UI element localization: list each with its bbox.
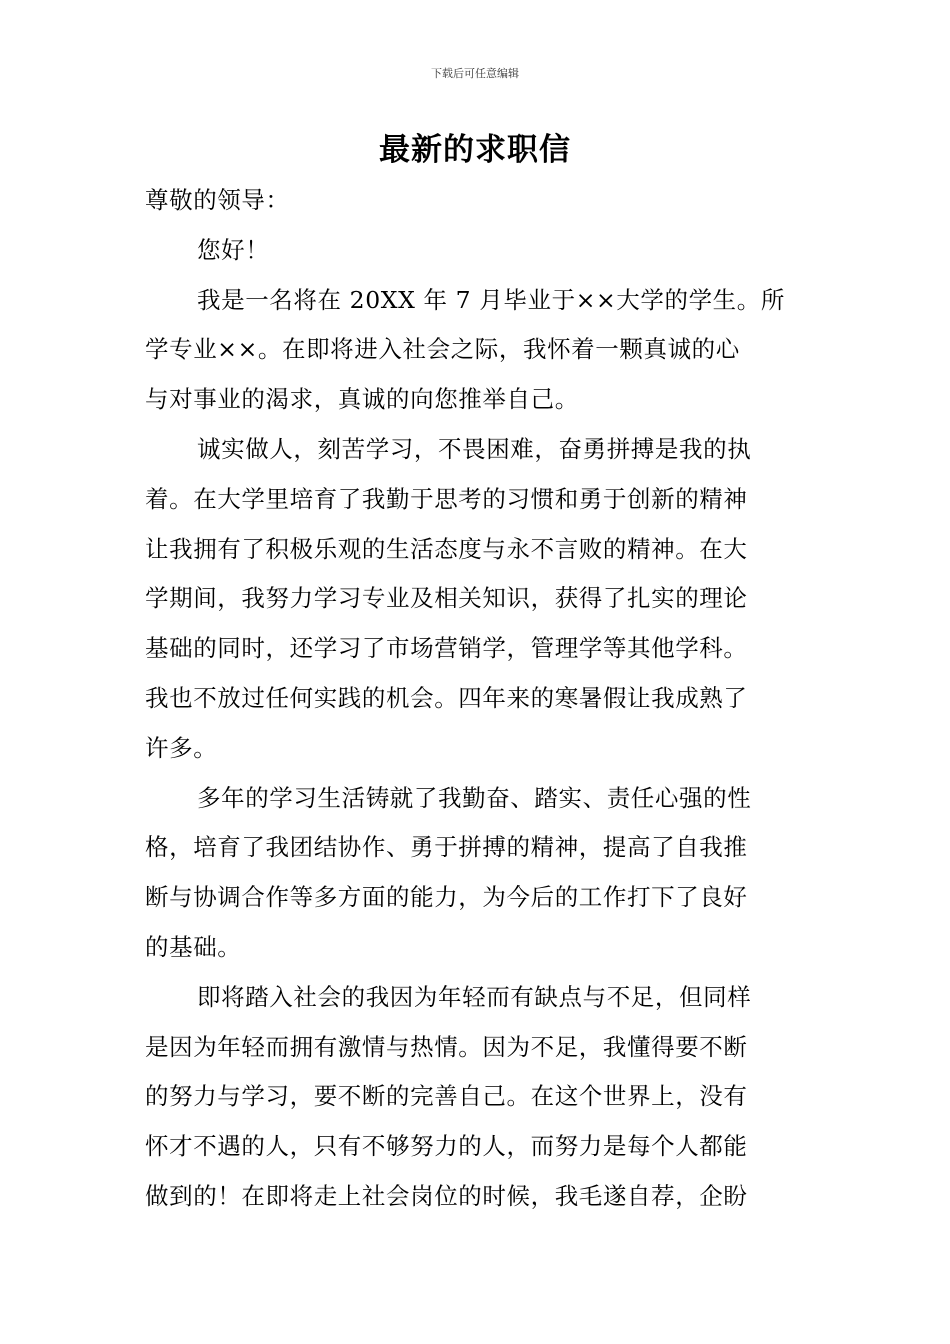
paragraph-line: 多年的学习生活铸就了我勤奋、踏实、责任心强的性: [197, 783, 752, 812]
paragraph-line: 的努力与学习，要不断的完善自己。在这个世界上，没有: [145, 1082, 748, 1111]
salutation: 尊敬的领导：: [145, 186, 290, 214]
paragraph-line: 是因为年轻而拥有激情与热情。因为不足，我懂得要不断: [145, 1032, 748, 1061]
paragraph-line: 许多。: [145, 733, 218, 762]
paragraph-line: 做到的！在即将走上社会岗位的时候，我毛遂自荐，企盼: [145, 1181, 748, 1210]
paragraph-line: 让我拥有了积极乐观的生活态度与永不言败的精神。在大: [145, 534, 748, 563]
paragraph-line: 的基础。: [145, 932, 242, 961]
paragraph-line: 学专业××。在即将进入社会之际，我怀着一颗真诚的心: [145, 335, 740, 364]
header-note: 下载后可任意编辑: [431, 67, 519, 80]
paragraph-line: 着。在大学里培育了我勤于思考的习惯和勇于创新的精神: [145, 484, 748, 513]
paragraph-line: 我是一名将在 20XX 年 7 月毕业于××大学的学生。所: [197, 285, 785, 314]
paragraph-line: 即将踏入社会的我因为年轻而有缺点与不足，但同样: [197, 982, 752, 1011]
paragraph-line: 格，培育了我团结协作、勇于拼搏的精神，提高了自我推: [145, 833, 748, 862]
document-title: 最新的求职信: [379, 132, 571, 168]
paragraph-line: 断与协调合作等多方面的能力，为今后的工作打下了良好: [145, 883, 748, 912]
paragraph-line: 学期间，我努力学习专业及相关知识，获得了扎实的理论: [145, 584, 748, 613]
paragraph-line: 我也不放过任何实践的机会。四年来的寒暑假让我成熟了: [145, 683, 748, 712]
paragraph-line: 怀才不遇的人，只有不够努力的人，而努力是每个人都能: [145, 1132, 748, 1161]
letter-body: [145, 176, 810, 1222]
greeting: 您好！: [197, 235, 270, 264]
paragraph-line: 与对事业的渴求，真诚的向您推举自己。: [145, 385, 579, 414]
paragraph-line: 诚实做人，刻苦学习，不畏困难，奋勇拼搏是我的执: [197, 434, 752, 463]
paragraph-line: 基础的同时，还学习了市场营销学，管理学等其他学科。: [145, 634, 748, 663]
